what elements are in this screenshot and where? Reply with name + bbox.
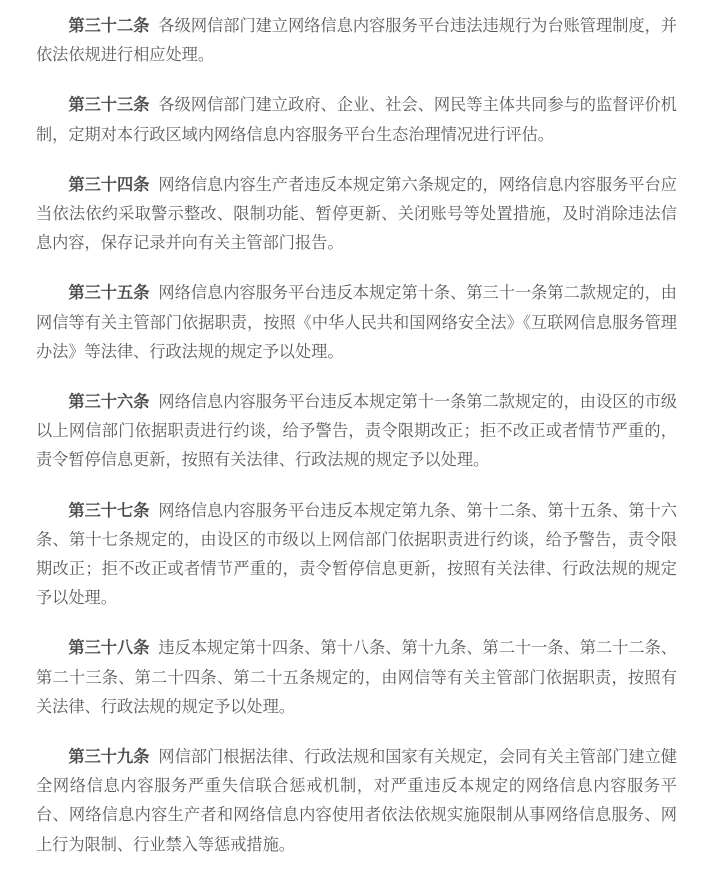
article-number: 第三十八条 <box>68 638 150 658</box>
article-36 <box>36 387 677 475</box>
article-text: 违反本规定第十四条、第十八条、第十九条、第二十一条、第二十二条、第二十三条、第二十四条、第二十五条规定的，由网信等有关主管部门依据职责，按照有关法律、行政法规的规定予以处理。 <box>36 638 677 716</box>
article-number: 第三十五条 <box>68 283 150 303</box>
article-number: 第三十二条 <box>68 16 150 35</box>
article-33 <box>36 90 677 148</box>
article-text: 网信部门根据法律、行政法规和国家有关规定，会同有关主管部门建立健全网络信息内容服务严重失信联合惩戒机制，对严重违反本规定的网络信息内容服务平台、网络信息内容生产者和网络信息内容使用者依法依规实施限制从事网络信息服务、网上行为限制、行业禁入等惩戒措施。 <box>36 747 677 854</box>
article-32 <box>36 11 677 69</box>
article-39 <box>36 742 677 859</box>
article-number: 第三十六条 <box>68 392 150 412</box>
article-number: 第三十四条 <box>68 174 150 194</box>
article-34 <box>36 170 677 258</box>
article-text: 网络信息内容服务平台违反本规定第十条、第三十一条第二款规定的，由网信等有关主管部门依据职责，按照《中华人民共和国网络安全法》《互联网信息服务管理办法》等法律、行政法规的规定予以处理。 <box>36 283 677 361</box>
article-number: 第三十三条 <box>68 95 150 115</box>
article-text: 网络信息内容生产者违反本规定第六条规定的，网络信息内容服务平台应当依法依约采取警示整改、限制功能、暂停更新、关闭账号等处置措施，及时消除违法信息内容，保存记录并向有关主管部门报告。 <box>36 174 677 253</box>
article-38 <box>36 633 677 721</box>
article-number: 第三十七条 <box>68 500 150 520</box>
article-text: 网络信息内容服务平台违反本规定第十一条第二款规定的，由设区的市级以上网信部门依据职责进行约谈，给予警告，责令限期改正；拒不改正或者情节严重的，责令暂停信息更新，按照有关法律、行政法规的规定予以处理。 <box>36 392 677 470</box>
article-text: 网络信息内容服务平台违反本规定第九条、第十二条、第十五条、第十六条、第十七条规定的，由设区的市级以上网信部门依据职责进行约谈，给予警告，责令限期改正；拒不改正或者情节严重的，责令暂停信息更新，按照有关法律、行政法规的规定予以处理。 <box>36 500 677 608</box>
article-35 <box>36 278 677 366</box>
article-number: 第三十九条 <box>68 747 150 767</box>
article-text: 各级网信部门建立政府、企业、社会、网民等主体共同参与的监督评价机制，定期对本行政区域内网络信息内容服务平台生态治理情况进行评估。 <box>36 95 677 144</box>
article-37 <box>36 496 677 613</box>
article-text: 各级网信部门建立网络信息内容服务平台违法违规行为台账管理制度，并依法依规进行相应处理。 <box>36 16 677 65</box>
